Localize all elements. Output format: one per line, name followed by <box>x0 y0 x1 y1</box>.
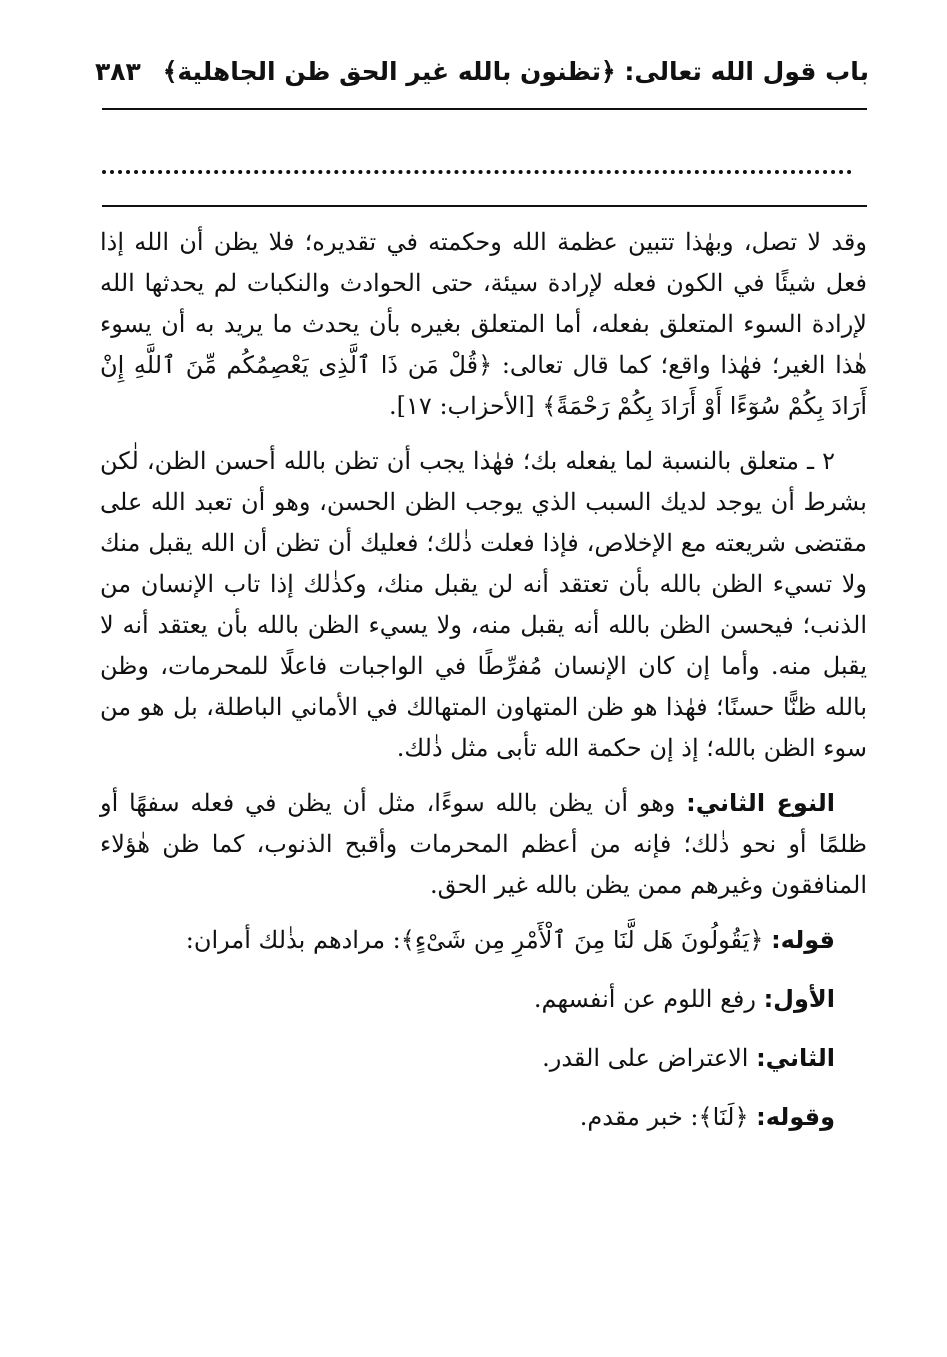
quran-quote-lana: ﴿لَنَا﴾ <box>698 1103 749 1131</box>
paragraph-5-text: رفع اللوم عن أنفسهم. <box>533 985 756 1013</box>
paragraph-5 <box>100 979 867 1020</box>
page-number: ٣٨٣ <box>95 57 141 86</box>
paragraph-1 <box>100 222 867 427</box>
dotted-separator <box>102 150 852 174</box>
quran-reference: [الأحزاب: ١٧]. <box>389 392 535 420</box>
paragraph-2-text: ٢ ـ متعلق بالنسبة لما يفعله بك؛ فهٰذا يجب أن تظن بالله أحسن الظن، لٰكن بشرط أن يوجد لديك السبب الذي يوجب الظن الحسن، وهو أن تعبد الله على مقتضى شريعته مع الإخلاص، فإذا فعلت ذٰلك؛ فعليك أن تظن أن الله يقبل منك ولا تسيء الظن بالله بأن تعتقد أنه لن يقبل منك، وكذٰلك إذا تاب الإنسان من الذنب؛ فيحسن الظن بالله أنه يقبل منه، ولا يسيء الظن بالله بأن يعتقد أنه لا يقبل منه. وأما إن كان الإنسان مُفرِّطًا في الواجبات فاعلًا للمحرمات، وظن بالله ظنًّا حسنًا؛ فهٰذا هو ظن المتهاون المتهالك في الأماني الباطلة، بل هو من سوء الظن بالله؛ إذ إن حكمة الله تأبى مثل ذٰلك. <box>100 447 867 762</box>
paragraph-2 <box>100 441 867 769</box>
main-text <box>100 222 867 1156</box>
quran-quote-yaqulun: ﴿يَقُولُونَ هَل لَّنَا مِنَ ٱلْأَمْرِ مِن شَىْءٍ﴾ <box>400 926 764 954</box>
paragraph-7-text: : خبر مقدم. <box>579 1103 699 1131</box>
paragraph-6 <box>100 1038 867 1079</box>
running-title: باب قول الله تعالى: ﴿تظنون بالله غير الحق ظن الجاهلية﴾ <box>162 57 869 86</box>
header-rule <box>102 108 867 110</box>
paragraph-4-text: : مرادهم بذٰلك أمران: <box>185 926 401 954</box>
paragraph-1-text: وقد لا تصل، وبهٰذا تتبين عظمة الله وحكمته في تقديره؛ فلا يظن أن الله إذا فعل شيئًا في الكون فعله لإرادة سيئة، حتى الحوادث والنكبات لم يحدثها الله لإرادة السوء المتعلق بفعله، أما المتعلق بغيره بأن يحدث ما يريد به أن يسوء هٰذا الغير؛ فهٰذا واقع؛ كما قال تعالى: <box>100 228 867 379</box>
paragraph-7 <box>100 1097 867 1138</box>
footnote-rule <box>102 205 867 207</box>
type-two-label: النوع الثاني: <box>686 789 835 817</box>
waqawluhu-label: وقوله: <box>756 1103 835 1131</box>
quran-quote-ahzab: ﴿قُلْ مَن ذَا ٱلَّذِى يَعْصِمُكُم مِّنَ ٱللَّهِ إِنْ أَرَادَ بِكُمْ سُوٓءًا أَوْ أَرَادَ بِكُمْ رَحْمَةً﴾ <box>100 351 867 420</box>
paragraph-4 <box>100 920 867 961</box>
page-header <box>95 52 869 92</box>
paragraph-3-text: وهو أن يظن بالله سوءًا، مثل أن يظن في فعله سفهًا أو ظلمًا أو نحو ذٰلك؛ فإنه من أعظم المحرمات وأقبح الذنوب، كما ظن هٰؤلاء المنافقون وغيرهم ممن يظن بالله غير الحق. <box>100 789 867 899</box>
paragraph-6-text: الاعتراض على القدر. <box>542 1044 749 1072</box>
second-label: الثاني: <box>756 1044 835 1072</box>
qawluhu-label: قوله: <box>771 926 835 954</box>
paragraph-3 <box>100 783 867 906</box>
first-label: الأول: <box>763 985 835 1013</box>
